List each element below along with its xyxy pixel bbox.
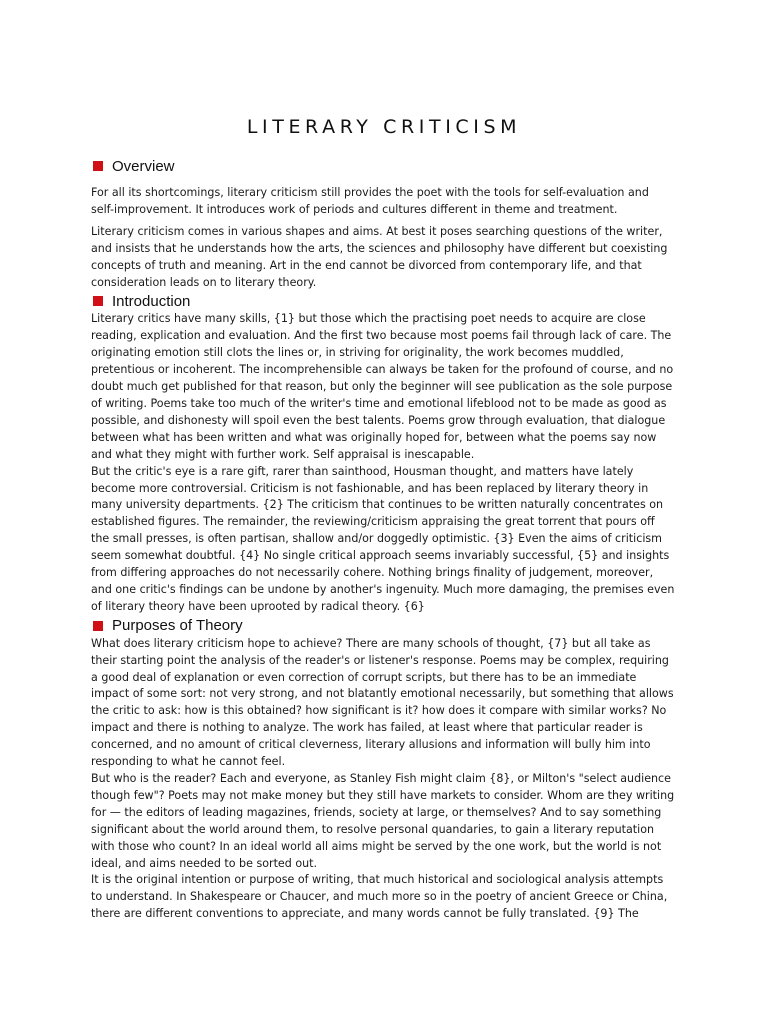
section-heading-text: Overview <box>112 157 175 175</box>
section-heading-purposes-of-theory <box>91 616 675 636</box>
document-body <box>91 156 675 923</box>
square-bullet-icon <box>93 621 103 631</box>
paragraph: It is the original intention or purpose of writing, that much historical and sociological analysis attempts to understand. In Shakespeare or Chaucer, and much more so in the poetry of ancient Greece or China, there are different conventions to appreciate, and many words cannot be fully translated. {9} The <box>91 873 668 921</box>
section-heading-introduction <box>91 291 675 311</box>
page-title: LITERARY CRITICISM <box>246 116 522 138</box>
paragraph: But who is the reader? Each and everyone, as Stanley Fish might claim {8}, or Milton's "select audience though few"? Poets may not make money but they still have markets to consider. Whom are they writing for — the editors of leading magazines, friends, society at large, or themselves? And to say something significant about the world around them, to resolve personal quandaries, to gain a literary reputation with those who count? In an ideal world all aims might be served by the one work, but the world is not ideal, and aims needed to be sorted out. <box>91 772 675 870</box>
paragraph: Literary critics have many skills, {1} but those which the practising poet needs to acquire are close reading, explication and evaluation. And the first two because most poems fail through lack of care. The originating emotion still clots the lines or, in striving for originality, the work becomes muddled, pretentious or incoherent. The incomprehensible can always be taken for the profound of course, and no doubt much get published for that reason, but only the beginner will see publication as the sole purpose of writing. Poems take too much of the writer's time and emotional lifeblood not to be made as good as possible, and dishonesty will spoil even the best talents. Poems grow through evaluation, that dialogue between what has been written and what was originally hoped for, between what the poems say now and what they might with further work. Self appraisal is inescapable. <box>91 312 674 461</box>
paragraph: But the critic's eye is a rare gift, rarer than sainthood, Housman thought, and matters have lately become more controversial. Criticism is not fashionable, and has been replaced by literary theory in many university departments. {2} The criticism that continues to be written naturally concentrates on established figures. The remainder, the reviewing/criticism appraising the great torrent that pours off the small presses, is often partisan, shallow and/or doggedly optimistic. {3} Even the aims of criticism seem somewhat doubtful. {4} No single critical approach seems invariably successful, {5} and insights from differing approaches do not necessarily cohere. Nothing brings finality of judgement, moreover, and one critic's findings can be undone by another's ingenuity. Much more damaging, the premises even of literary theory have been uprooted by radical theory. {6} <box>91 464 675 613</box>
square-bullet-icon <box>93 161 103 171</box>
paragraph: For all its shortcomings, literary criticism still provides the poet with the tools for self-evaluation and self-improvement. It introduces work of periods and cultures different in theme and treatment. <box>91 186 649 216</box>
square-bullet-icon <box>93 296 103 306</box>
section-heading-text: Purposes of Theory <box>112 617 243 635</box>
paragraph: Literary criticism comes in various shapes and aims. At best it poses searching questions of the writer, and insists that he understands how the arts, the sciences and philosophy have different but coexisting concepts of truth and meaning. Art in the end cannot be divorced from contemporary life, and that consideration leads on to literary theory. <box>91 224 668 289</box>
paragraph: What does literary criticism hope to achieve? There are many schools of thought, {7} but all take as their starting point the analysis of the reader's or listener's response. Poems may be complex, requiring a good deal of explanation or even correction of corrupt scripts, but there has to be an immediate impact of some sort: not very strong, and not blatantly emotional necessarily, but something that allows the critic to ask: how is this obtained? how significant is it? how does it compare with similar works? No impact and there is nothing to analyze. The work has failed, at least where that particular reader is concerned, and no amount of critical cleverness, literary allusions and information will bully him into responding to what he cannot feel. <box>91 636 674 769</box>
section-heading-text: Introduction <box>112 292 191 310</box>
section-heading-overview <box>91 156 675 176</box>
